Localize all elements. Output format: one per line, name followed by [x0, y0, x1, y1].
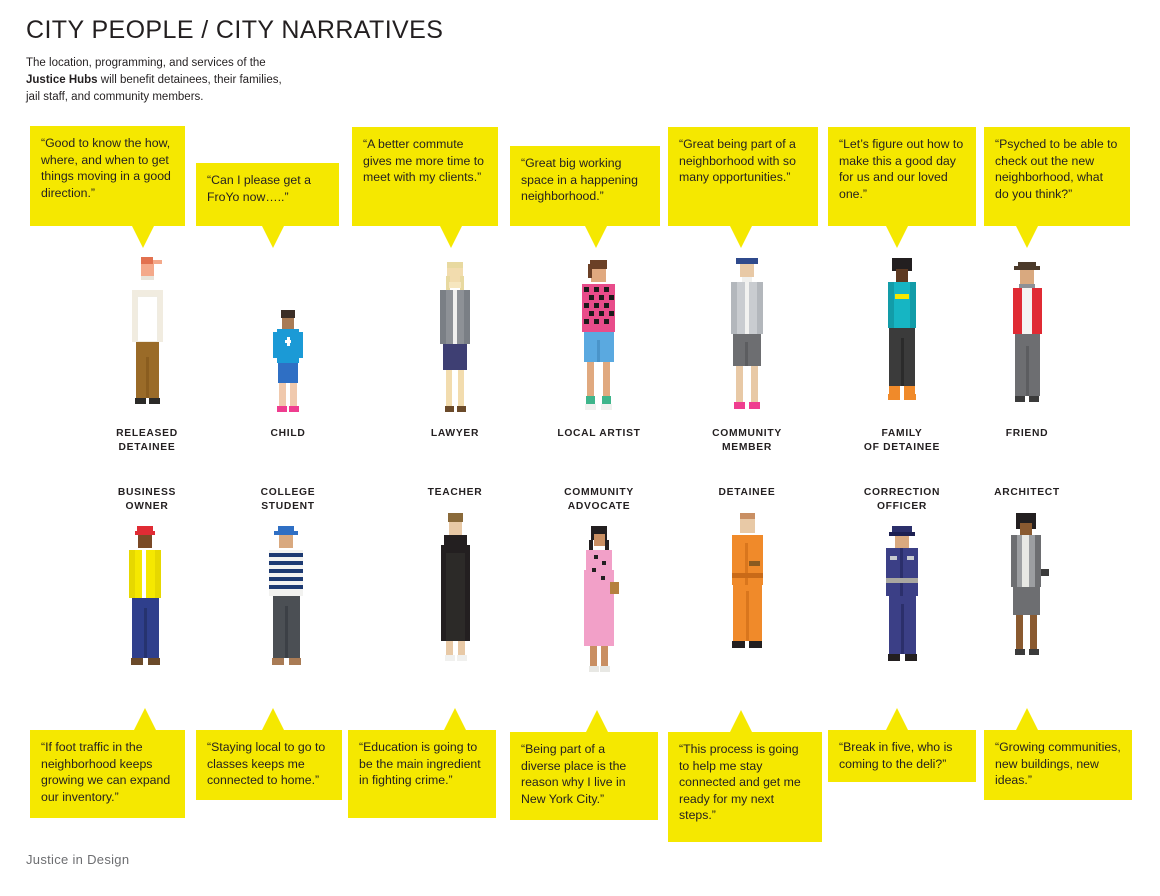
bubble-tail: [132, 226, 154, 248]
figure-detainee: [677, 486, 817, 673]
label-line-2: MEMBER: [722, 441, 772, 453]
speech-bubble-correction-officer: [828, 730, 976, 782]
subtitle-line-1: The location, programming, and services of the: [26, 57, 266, 69]
figure-label: [677, 427, 817, 454]
figure-label: [77, 427, 217, 454]
speech-bubble-teacher: [348, 730, 496, 818]
footer-credit: Justice in Design: [26, 852, 130, 867]
speech-bubble-business-owner: [30, 730, 185, 818]
page-header: [26, 16, 726, 106]
figure-label: [957, 427, 1097, 441]
figure-label: [385, 427, 525, 441]
speech-bubble-friend: [984, 127, 1130, 226]
quote-text: “Staying local to go to classes keeps me connected to home.”: [207, 740, 326, 787]
label-line-1: CORRECTION: [863, 487, 941, 498]
pixel-person-child: [218, 255, 358, 420]
figure-label: [832, 427, 972, 454]
bubble-tail: [262, 708, 284, 730]
quote-text: “A better commute gives me more time to meet with my clients.”: [363, 137, 484, 184]
label-line-1: BUSINESS: [117, 487, 177, 498]
label-line-1: FRIEND: [1005, 428, 1049, 439]
label-line-2: STUDENT: [261, 500, 315, 512]
pixel-person-released-detainee: [77, 255, 217, 420]
bubble-tail: [886, 226, 908, 248]
pixel-person-friend: [957, 255, 1097, 420]
figure-label: [529, 427, 669, 441]
label-line-1: TEACHER: [427, 487, 483, 498]
bubble-tail: [440, 226, 462, 248]
figure-label: [957, 486, 1097, 500]
subtitle-line-2: will benefit detainees, their families,: [97, 74, 282, 86]
speech-bubble-community-member: [668, 127, 818, 226]
label-line-2: ADVOCATE: [567, 500, 631, 512]
pixel-person-local-artist: [529, 255, 669, 420]
quote-text: “Growing communities, new buildings, new ideas.”: [995, 740, 1121, 787]
bubble-tail: [585, 226, 607, 248]
quote-text: “Great big working space in a happening neighborhood.”: [521, 156, 638, 203]
speech-bubble-college-student: [196, 730, 342, 800]
speech-bubble-detainee: [668, 732, 822, 842]
figure-label: [218, 427, 358, 441]
quote-text: “Break in five, who is coming to the deli?”: [839, 740, 953, 771]
figure-community-member: [677, 255, 817, 454]
quote-text: “If foot traffic in the neighborhood keeps growing we can expand our inventory.”: [41, 740, 171, 804]
subtitle-highlight: Justice Hubs: [26, 74, 98, 86]
speech-bubble-local-artist: [510, 146, 660, 226]
figure-teacher: [385, 486, 525, 673]
speech-bubble-lawyer: [352, 127, 498, 226]
bubble-tail: [730, 710, 752, 732]
quote-text: “Can I please get a FroYo now…..”: [207, 173, 311, 204]
speech-bubble-community-advocate: [510, 732, 658, 820]
speech-bubble-architect: [984, 730, 1132, 800]
bubble-tail: [1016, 708, 1038, 730]
figure-label: [385, 486, 525, 500]
quote-text: “This process is going to help me stay connected and get me ready for my next steps.”: [679, 742, 801, 822]
label-line-2: DETAINEE: [118, 441, 176, 453]
page-subtitle: [26, 55, 326, 106]
quote-text: “Education is going to be the main ingredient in fighting crime.”: [359, 740, 481, 787]
pixel-person-correction-officer: [832, 521, 972, 686]
figure-label: [77, 486, 217, 513]
bubble-tail: [586, 710, 608, 732]
label-line-1: COMMUNITY: [564, 487, 634, 498]
bubble-tail: [730, 226, 752, 248]
pixel-person-community-advocate: [529, 521, 669, 686]
figure-label: [218, 486, 358, 513]
figure-family-of-detainee: [832, 255, 972, 454]
label-line-1: RELEASED: [116, 428, 178, 439]
figure-released-detainee: [77, 255, 217, 454]
bubble-tail: [1016, 226, 1038, 248]
subtitle-line-3: jail staff, and community members.: [26, 91, 204, 103]
figure-correction-officer: [832, 486, 972, 686]
label-line-1: LOCAL ARTIST: [557, 428, 641, 439]
figure-business-owner: [77, 486, 217, 686]
speech-bubble-family-of-detainee: [828, 127, 976, 226]
label-line-2: OF DETAINEE: [863, 441, 941, 453]
figure-local-artist: [529, 255, 669, 441]
label-line-1: COLLEGE: [260, 487, 316, 498]
bubble-tail: [262, 226, 284, 248]
quote-text: “Being part of a diverse place is the reason why I live in New York City.”: [521, 742, 627, 806]
figure-label: [677, 486, 817, 500]
figure-label: [529, 486, 669, 513]
speech-bubble-child: [196, 163, 339, 226]
label-line-1: DETAINEE: [718, 487, 776, 498]
figure-friend: [957, 255, 1097, 441]
pixel-person-college-student: [218, 521, 358, 686]
quote-text: “Psyched to be able to check out the new neighborhood, what do you think?”: [995, 137, 1118, 201]
label-line-2: OFFICER: [876, 500, 928, 512]
pixel-person-lawyer: [385, 255, 525, 420]
quote-text: “Good to know the how, where, and when to get things moving in a good direction.”: [41, 136, 171, 200]
figure-lawyer: [385, 255, 525, 441]
pixel-person-teacher: [385, 508, 525, 673]
figure-college-student: [218, 486, 358, 686]
pixel-person-detainee: [677, 508, 817, 673]
label-line-1: LAWYER: [430, 428, 480, 439]
page-title: CITY PEOPLE / CITY NARRATIVES: [26, 16, 444, 44]
pixel-person-family-of-detainee: [832, 255, 972, 420]
pixel-person-architect: [957, 508, 1097, 673]
bubble-tail: [886, 708, 908, 730]
pixel-person-community-member: [677, 255, 817, 420]
figure-community-advocate: [529, 486, 669, 686]
quote-text: “Great being part of a neighborhood with so many opportunities.”: [679, 137, 796, 184]
pixel-person-business-owner: [77, 521, 217, 686]
label-line-1: ARCHITECT: [994, 487, 1060, 498]
figure-label: [832, 486, 972, 513]
bubble-tail: [444, 708, 466, 730]
quote-text: “Let’s figure out how to make this a good day for us and our loved one.”: [839, 137, 964, 201]
label-line-1: COMMUNITY: [712, 428, 782, 439]
figure-architect: [957, 486, 1097, 673]
label-line-1: CHILD: [270, 428, 306, 439]
speech-bubble-released-detainee: [30, 126, 185, 226]
figure-child: [218, 255, 358, 441]
label-line-1: FAMILY: [881, 428, 923, 439]
bubble-tail: [134, 708, 156, 730]
label-line-2: OWNER: [125, 500, 169, 512]
